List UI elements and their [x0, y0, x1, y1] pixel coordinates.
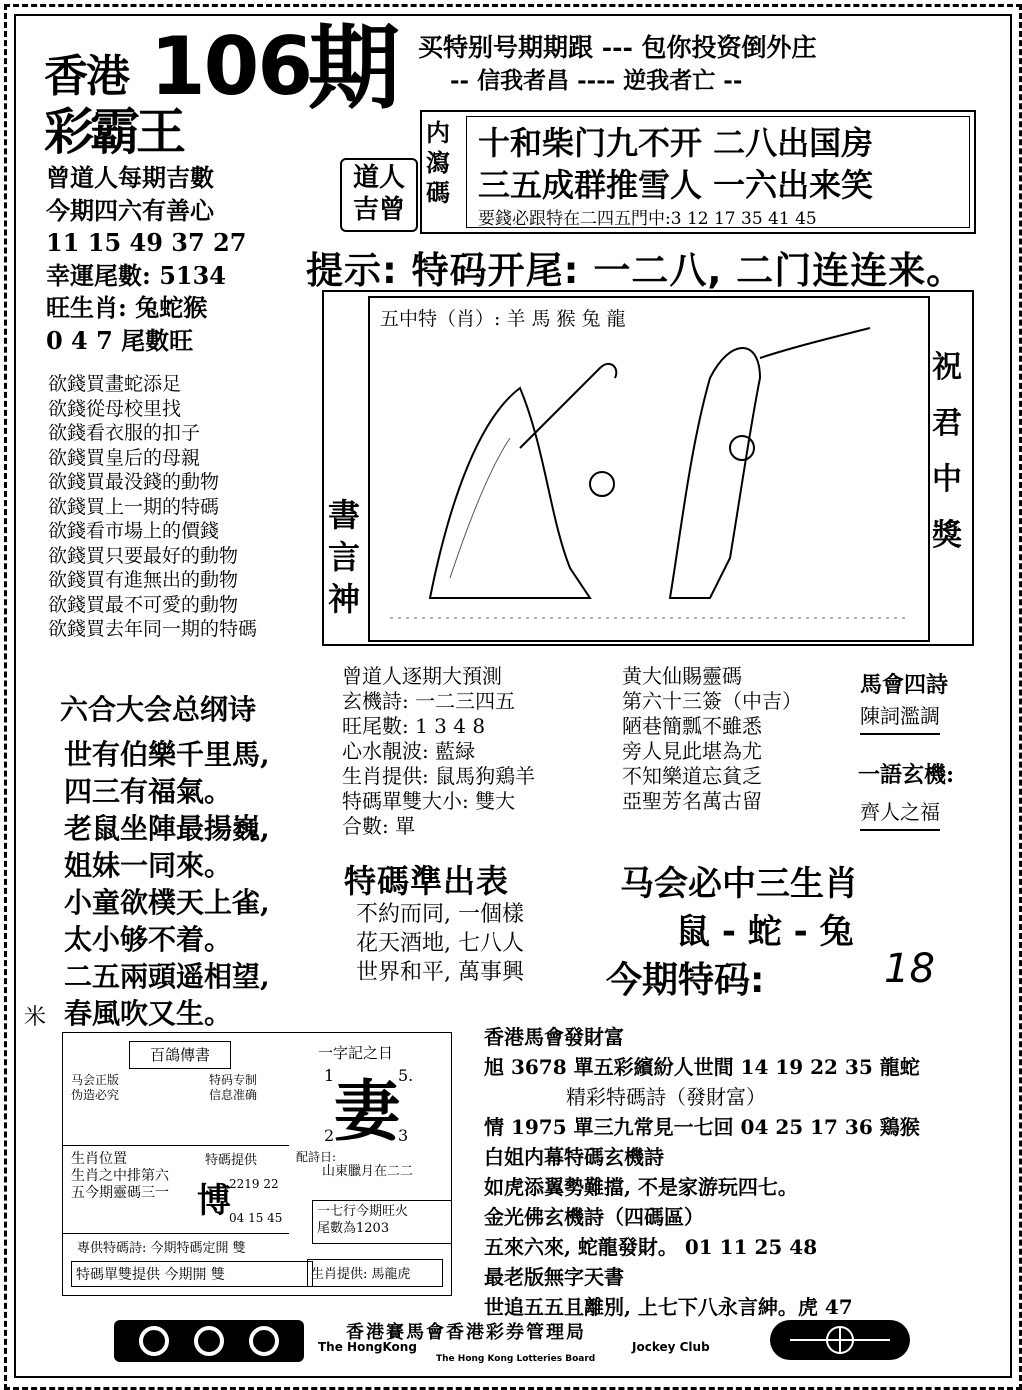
- issue-number: 106: [150, 20, 311, 113]
- poem-line: 姐妹一同來。: [64, 849, 233, 882]
- monkey-falling: [590, 472, 614, 496]
- huang-line: 黄大仙賜靈碼: [622, 664, 742, 688]
- logo-swirl-icon: [114, 1320, 304, 1362]
- rb-line: 世追五五且離別, 上七下八永言紳。虎 47: [484, 1295, 853, 1319]
- inner-code-box: [420, 110, 976, 234]
- forecast-line: 玄機詩: 一二三四五: [342, 689, 516, 713]
- poem-line: 太小够不着。: [64, 923, 233, 956]
- pigeon-right: [209, 1073, 257, 1103]
- rb-line: 白姐内幕特碼玄機詩: [484, 1145, 664, 1169]
- forecast-line: 曾道人逐期大預測: [342, 664, 502, 688]
- riddle-line: 欲錢買去年同一期的特碼: [48, 618, 258, 640]
- brand-top: 香港: [44, 51, 128, 102]
- pigeon-pos1: 生肖位置: [71, 1151, 127, 1167]
- huang-line: 第六十三簽（中吉）: [622, 689, 802, 713]
- zodiac-animals: 鼠 - 蛇 - 兔: [676, 912, 854, 952]
- word-n3: 3: [398, 1126, 409, 1145]
- footer-org-en1: The HongKong: [318, 1340, 417, 1354]
- left-mark: 米: [24, 1005, 47, 1030]
- pigeon-provide: 特碼提供: [205, 1153, 258, 1168]
- this-issue-value: 18: [884, 946, 935, 992]
- rb-line: 香港馬會發財富: [484, 1025, 624, 1049]
- riddle-line: 欲錢買畫蛇添足: [48, 373, 182, 395]
- huang-line: 亞聖芳名萬古留: [622, 789, 762, 813]
- zodiac-title: 马会必中三生肖: [620, 864, 858, 904]
- footer-org-cn: 香港賽馬會香港彩券管理局: [346, 1322, 586, 1343]
- word-riddle-label: 配詩日:: [296, 1150, 337, 1164]
- huang-line: 陋巷簡瓢不雖悉: [622, 714, 762, 738]
- side-title2: 一語玄機:: [858, 762, 955, 788]
- riddle-line: 欲錢看衣服的扣子: [48, 422, 201, 444]
- word-n1: 1: [324, 1066, 335, 1085]
- picture-left-label: 書言神: [328, 496, 361, 618]
- pigeon-left2: 伪造必究: [71, 1088, 120, 1102]
- riddle-line: 欲錢買最没錢的動物: [48, 471, 220, 493]
- poem-body: [64, 736, 270, 1032]
- pigeon-pos: [71, 1151, 169, 1202]
- branch: [520, 364, 616, 448]
- word-riddle: 山東臘月在二二: [322, 1164, 414, 1179]
- rb-line: 如虎添翼勢難擋, 不是家游玩四七。: [484, 1175, 798, 1199]
- word-n5: 5.: [398, 1066, 414, 1085]
- poem-line: 世有伯樂千里馬,: [64, 738, 270, 771]
- pigeon-single-double: 特碼單雙提供 今期開 雙: [71, 1261, 313, 1287]
- riddle-line: 欲錢買有進無出的動物: [48, 569, 239, 591]
- riddle-list: [48, 372, 257, 642]
- rb-line: 精彩特碼詩（發財富）: [566, 1085, 766, 1109]
- forecast-line: 生肖提供: 鼠馬狗鶏羊: [342, 764, 536, 788]
- special-lines: [356, 900, 524, 987]
- inner-code-line1: 十和柴门九不开 二八出国房: [478, 124, 874, 162]
- poem-line: 老鼠坐陣最揚巍,: [64, 812, 270, 845]
- poem-line: 小童欲樸天上雀,: [64, 886, 270, 919]
- lucky-line: 0 4 7 尾數旺: [46, 325, 194, 355]
- lucky-line: 11 15 49 37 27: [46, 228, 247, 257]
- pigeon-title: 百鴿傳書: [129, 1041, 231, 1069]
- footer-org-en3: The Hong Kong Lotteries Board: [436, 1354, 596, 1364]
- monkey-hanging: [730, 436, 754, 460]
- jockey-logo-left: [114, 1320, 304, 1362]
- lucky-line: 旺生肖: 兔蛇猴: [46, 293, 208, 322]
- brand-bottom: 彩霸王: [44, 102, 182, 161]
- stamp-text: 道人吉曾: [352, 163, 405, 225]
- forecast-line: 旺尾數: 1 3 4 8: [342, 714, 486, 738]
- lotteries-mark-icon: [770, 1320, 910, 1360]
- lucky-line: 曾道人每期吉數: [46, 163, 214, 192]
- issue-char: 期: [308, 14, 401, 122]
- huang-line: 旁人見此堪為尤: [622, 739, 762, 763]
- pigeon-poem: 專供特碼詩: 今期特碼定開 雙: [77, 1241, 246, 1256]
- side-value2: 齊人之福: [860, 796, 940, 831]
- pigeon-right1: 特码专制: [209, 1073, 258, 1087]
- word-box: [296, 1040, 460, 1180]
- riddle-line: 欲錢買只要最好的動物: [48, 544, 239, 567]
- forecast: [342, 664, 535, 839]
- forecast-line: 特碼單雙大小: 雙大: [342, 789, 516, 813]
- slogan-line1: 买特别号期期跟 --- 包你投资倒外庄: [418, 33, 817, 62]
- poem-line: 春風吹又生。: [64, 997, 233, 1030]
- special-line: 不約而同, 一個樣: [356, 902, 524, 927]
- lucky-line: 今期四六有善心: [46, 195, 214, 225]
- riddle-line: 欲錢買最不可愛的動物: [48, 593, 239, 616]
- poem-line: 四三有福氣。: [64, 775, 233, 808]
- pigeon-left1: 马会正版: [71, 1073, 120, 1087]
- special-line: 花天酒地, 七八人: [356, 931, 524, 956]
- huang-daxian: [622, 664, 802, 814]
- riddle-line: 欲錢看市場上的價錢: [48, 520, 220, 542]
- pigeon-zodiac: 生肖提供: 馬龍虎: [311, 1267, 411, 1282]
- inner-code-line2: 三五成群推雪人 一六出来笑: [478, 166, 874, 204]
- side-title1: 馬會四詩: [860, 672, 949, 698]
- forecast-line: 合數: 單: [342, 814, 416, 838]
- five-line1: 一七行今期旺火: [317, 1204, 409, 1219]
- riddle-line: 欲錢從母校里找: [48, 397, 182, 420]
- tip-text: 提示: 特码开尾: 一二八, 二门连连来。: [306, 249, 965, 292]
- rb-line: 金光佛玄機詩（四碼區）: [484, 1205, 704, 1229]
- pigeon-right2: 信息准确: [209, 1088, 258, 1102]
- special-line: 世界和平, 萬事興: [356, 960, 524, 985]
- inner-code-line3: 要錢必跟特在二四五門中:3 12 17 35 41 45: [478, 209, 817, 229]
- footer-org-en2: Jockey Club: [632, 1340, 710, 1354]
- rb-line: 最老版無字天書: [484, 1265, 624, 1289]
- slogan-line2: -- 信我者昌 ---- 逆我者亡 --: [450, 67, 743, 94]
- rb-line: 情 1975 單三九常見一七回 04 25 17 36 鶏猴: [484, 1115, 920, 1139]
- word-n2: 2: [324, 1126, 335, 1145]
- lotteries-logo-right: [770, 1320, 910, 1360]
- illustration: [368, 296, 930, 642]
- landscape-illustration: [370, 298, 928, 640]
- lucky-info: [46, 162, 246, 357]
- side-value1: 陳詞濫調: [860, 700, 940, 735]
- inner-code-label: 内瀉碼: [426, 118, 450, 207]
- pigeon-pos3: 五今期靈碼三一: [71, 1185, 169, 1201]
- side-box: [850, 662, 968, 838]
- word-title: 一字記之日: [318, 1044, 394, 1062]
- forecast-line: 心水靚波: 藍緑: [342, 739, 476, 763]
- word-char: 妻: [334, 1072, 400, 1150]
- five-element-box: [312, 1200, 452, 1244]
- poem-line: 二五兩頭遥相望,: [64, 960, 270, 993]
- huang-line: 不知樂道忘貧乏: [622, 764, 762, 788]
- right-bottom: [484, 1022, 920, 1322]
- poem-title: 六合大会总纲诗: [60, 693, 257, 726]
- five-line2: 尾數為1203: [317, 1221, 390, 1236]
- pigeon-pos2: 生肖之中排第六: [71, 1168, 169, 1184]
- pigeon-bo: 博: [197, 1181, 231, 1221]
- lucky-line: 幸運尾數: 5134: [46, 260, 227, 290]
- picture-right-label: 祝君中獎: [932, 350, 962, 553]
- pigeon-nums2: 04 15 45: [229, 1211, 283, 1225]
- cliff-right: [670, 348, 760, 598]
- pigeon-left: [71, 1073, 119, 1103]
- this-issue-label: 今期特码:: [606, 960, 765, 1001]
- rb-line: 旭 3678 單五彩繽紛人世間 14 19 22 35 龍蛇: [484, 1055, 920, 1079]
- picture-caption: 五中特（肖）: 羊 馬 猴 兔 龍: [380, 304, 626, 331]
- stamp: [340, 158, 418, 232]
- special-title: 特碼準出表: [344, 862, 510, 900]
- riddle-line: 欲錢買上一期的特碼: [48, 495, 220, 518]
- riddle-line: 欲錢買皇后的母親: [48, 446, 201, 469]
- rb-line: 五來六來, 蛇龍發財。 01 11 25 48: [484, 1235, 818, 1259]
- pigeon-nums1: 2219 22: [229, 1177, 279, 1191]
